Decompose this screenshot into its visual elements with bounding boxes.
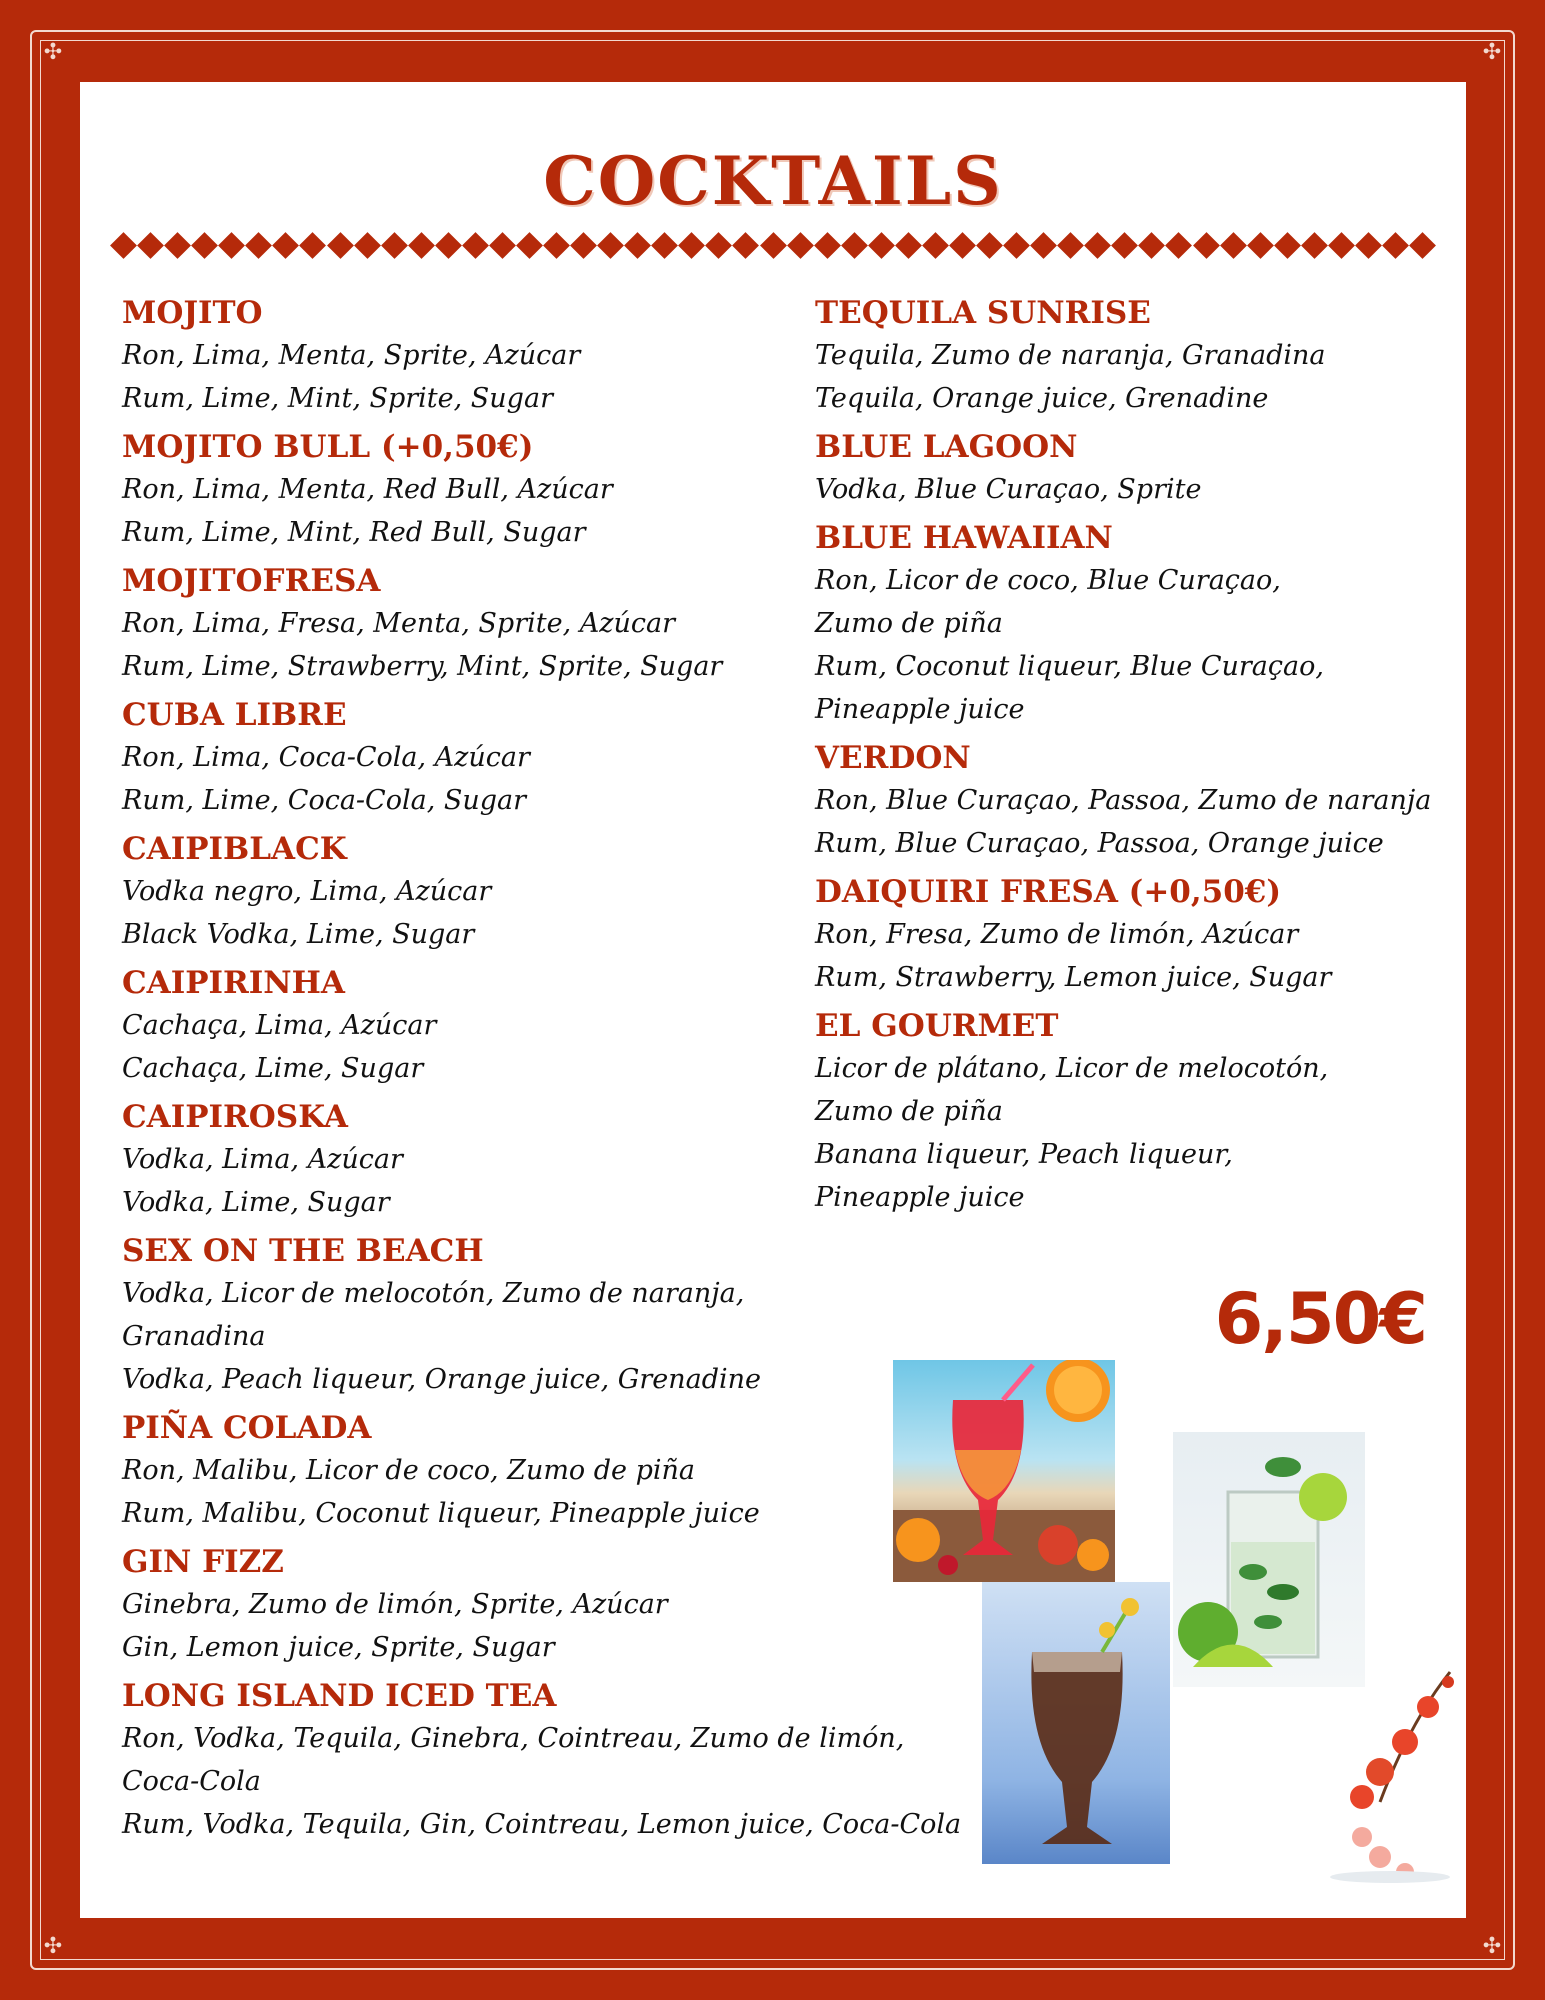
diamond-icon (191, 232, 218, 259)
orchid-icon (1310, 1662, 1460, 1892)
ingredient-line: Ron, Lima, Fresa, Menta, Sprite, Azúcar (122, 608, 675, 639)
menu-item (815, 292, 1435, 420)
right-column (815, 292, 1435, 1225)
menu-item (815, 426, 1435, 511)
ingredient-line: Cachaça, Lima, Azúcar (122, 1010, 437, 1041)
cocktail-name: CAIPIROSKA (122, 1099, 348, 1135)
ingredient-line: Pineapple juice (815, 1182, 1025, 1213)
diamond-icon (300, 232, 327, 259)
menu-item (122, 828, 842, 956)
cocktail-name: GIN FIZZ (122, 1544, 284, 1580)
diamond-icon (110, 232, 137, 259)
menu-item (122, 694, 842, 822)
cocktail-name: EL GOURMET (815, 1008, 1059, 1044)
ingredient-line: Granadina (122, 1321, 266, 1352)
cocktail-name: CAIPIBLACK (122, 831, 347, 867)
red-cocktail-photo (893, 1360, 1115, 1582)
menu-item (122, 560, 842, 688)
ingredient-line: Vodka, Peach liqueur, Orange juice, Grenadine (122, 1364, 761, 1395)
ingredient-line: Coca-Cola (122, 1766, 261, 1797)
diamond-icon (1166, 232, 1193, 259)
cocktail-name: CAIPIRINHA (122, 965, 345, 1001)
cocktail-name: DAIQUIRI FRESA (+0,50€) (815, 874, 1282, 910)
cocktail-name: SEX ON THE BEACH (122, 1233, 484, 1269)
cocktail-name: TEQUILA SUNRISE (815, 295, 1151, 331)
ingredient-line: Ron, Lima, Menta, Red Bull, Azúcar (122, 474, 613, 505)
diamond-icon (1409, 232, 1436, 259)
cocktail-name: CUBA LIBRE (122, 697, 347, 733)
diamond-icon (733, 232, 760, 259)
menu-item (815, 871, 1435, 999)
diamond-icon (164, 232, 191, 259)
diamond-icon (1355, 232, 1382, 259)
cocktail-name: VERDON (815, 740, 971, 776)
ingredient-line: Tequila, Orange juice, Grenadine (815, 383, 1269, 414)
diamond-icon (1328, 232, 1355, 259)
ingredient-line: Vodka, Lime, Sugar (122, 1187, 390, 1218)
diamond-icon (624, 232, 651, 259)
ingredient-line: Ron, Lima, Coca-Cola, Azúcar (122, 742, 530, 773)
diamond-icon (841, 232, 868, 259)
menu-item (122, 962, 842, 1090)
ingredient-line: Ron, Blue Curaçao, Passoa, Zumo de naranja (815, 785, 1432, 816)
ingredient-line: Licor de plátano, Licor de melocotón, (815, 1053, 1329, 1084)
diamond-icon (678, 232, 705, 259)
diamond-icon (516, 232, 543, 259)
cocktail-name: PIÑA COLADA (122, 1410, 372, 1446)
menu-item (122, 1675, 962, 1846)
menu-item (122, 1541, 842, 1669)
diamond-icon (408, 232, 435, 259)
ingredient-line: Rum, Blue Curaçao, Passoa, Orange juice (815, 828, 1384, 859)
ingredient-line: Zumo de piña (815, 608, 1003, 639)
cocktail-name: LONG ISLAND ICED TEA (122, 1678, 557, 1714)
ingredient-line: Rum, Malibu, Coconut liqueur, Pineapple juice (122, 1498, 760, 1529)
ingredient-line: Rum, Lime, Mint, Red Bull, Sugar (122, 517, 586, 548)
diamond-icon (976, 232, 1003, 259)
diamond-icon (597, 232, 624, 259)
ingredient-line: Banana liqueur, Peach liqueur, (815, 1139, 1233, 1170)
cocktail-name: MOJITO BULL (+0,50€) (122, 429, 534, 465)
ingredient-line: Ron, Vodka, Tequila, Ginebra, Cointreau, Zumo de limón, (122, 1723, 905, 1754)
ingredient-line: Vodka, Lima, Azúcar (122, 1144, 403, 1175)
ingredient-line: Vodka, Blue Curaçao, Sprite (815, 474, 1202, 505)
diamond-icon (272, 232, 299, 259)
menu-panel (80, 82, 1466, 1918)
ingredient-line: Pineapple juice (815, 694, 1025, 725)
diamond-icon (543, 232, 570, 259)
diamond-icon (1247, 232, 1274, 259)
ingredient-line: Zumo de piña (815, 1096, 1003, 1127)
diamond-icon (814, 232, 841, 259)
diamond-icon (435, 232, 462, 259)
menu-item (815, 1005, 1435, 1219)
diamond-icon (1003, 232, 1030, 259)
ingredient-line: Cachaça, Lime, Sugar (122, 1053, 424, 1084)
diamond-separator (114, 230, 1432, 260)
diamond-icon (1084, 232, 1111, 259)
corner-ornament-icon: ✣ (1482, 40, 1502, 65)
diamond-icon (245, 232, 272, 259)
cocktail-name: MOJITOFRESA (122, 563, 381, 599)
diamond-icon (1274, 232, 1301, 259)
diamond-icon (705, 232, 732, 259)
menu-item (122, 1230, 842, 1401)
iced-tea-photo (982, 1582, 1170, 1864)
page-title: COCKTAILS (543, 142, 1003, 220)
diamond-icon (1057, 232, 1084, 259)
diamond-icon (1111, 232, 1138, 259)
ingredient-line: Ron, Malibu, Licor de coco, Zumo de piña (122, 1455, 696, 1486)
ingredient-line: Rum, Vodka, Tequila, Gin, Cointreau, Lemon juice, Coca-Cola (122, 1809, 962, 1840)
diamond-icon (218, 232, 245, 259)
diamond-icon (949, 232, 976, 259)
diamond-icon (760, 232, 787, 259)
ingredient-line: Rum, Lime, Strawberry, Mint, Sprite, Sugar (122, 651, 723, 682)
diamond-icon (381, 232, 408, 259)
ingredient-line: Rum, Lime, Mint, Sprite, Sugar (122, 383, 553, 414)
diamond-icon (1301, 232, 1328, 259)
cocktail-name: BLUE LAGOON (815, 429, 1078, 465)
ingredient-line: Gin, Lemon juice, Sprite, Sugar (122, 1632, 555, 1663)
diamond-icon (462, 232, 489, 259)
menu-item (122, 292, 842, 420)
diamond-icon (787, 232, 814, 259)
cocktail-name: MOJITO (122, 295, 263, 331)
ingredient-line: Ron, Fresa, Zumo de limón, Azúcar (815, 919, 1299, 950)
diamond-icon (1193, 232, 1220, 259)
menu-item (122, 1407, 842, 1535)
diamond-icon (137, 232, 164, 259)
corner-ornament-icon: ✣ (43, 40, 63, 65)
corner-ornament-icon: ✣ (1482, 1934, 1502, 1959)
diamond-icon (1382, 232, 1409, 259)
ingredient-line: Vodka, Licor de melocotón, Zumo de naranja, (122, 1278, 745, 1309)
diamond-icon (327, 232, 354, 259)
ingredient-line: Ron, Licor de coco, Blue Curaçao, (815, 565, 1281, 596)
diamond-icon (489, 232, 516, 259)
menu-item (122, 1096, 842, 1224)
diamond-icon (570, 232, 597, 259)
ingredient-line: Tequila, Zumo de naranja, Granadina (815, 340, 1326, 371)
ingredient-line: Rum, Lime, Coca-Cola, Sugar (122, 785, 527, 816)
diamond-icon (651, 232, 678, 259)
diamond-icon (868, 232, 895, 259)
diamond-icon (1138, 232, 1165, 259)
mojito-photo (1173, 1432, 1365, 1687)
diamond-icon (895, 232, 922, 259)
ingredient-line: Vodka negro, Lima, Azúcar (122, 876, 492, 907)
ingredient-line: Rum, Coconut liqueur, Blue Curaçao, (815, 651, 1324, 682)
ingredient-line: Rum, Strawberry, Lemon juice, Sugar (815, 962, 1332, 993)
menu-item (122, 426, 842, 554)
corner-ornament-icon: ✣ (43, 1934, 63, 1959)
ingredient-line: Ginebra, Zumo de limón, Sprite, Azúcar (122, 1589, 668, 1620)
menu-item (815, 737, 1435, 865)
price-label: 6,50€ (1214, 1278, 1426, 1360)
diamond-icon (922, 232, 949, 259)
diamond-icon (1030, 232, 1057, 259)
menu-item (815, 517, 1435, 731)
diamond-icon (1220, 232, 1247, 259)
ingredient-line: Ron, Lima, Menta, Sprite, Azúcar (122, 340, 581, 371)
cocktail-name: BLUE HAWAIIAN (815, 520, 1113, 556)
diamond-icon (354, 232, 381, 259)
ingredient-line: Black Vodka, Lime, Sugar (122, 919, 475, 950)
